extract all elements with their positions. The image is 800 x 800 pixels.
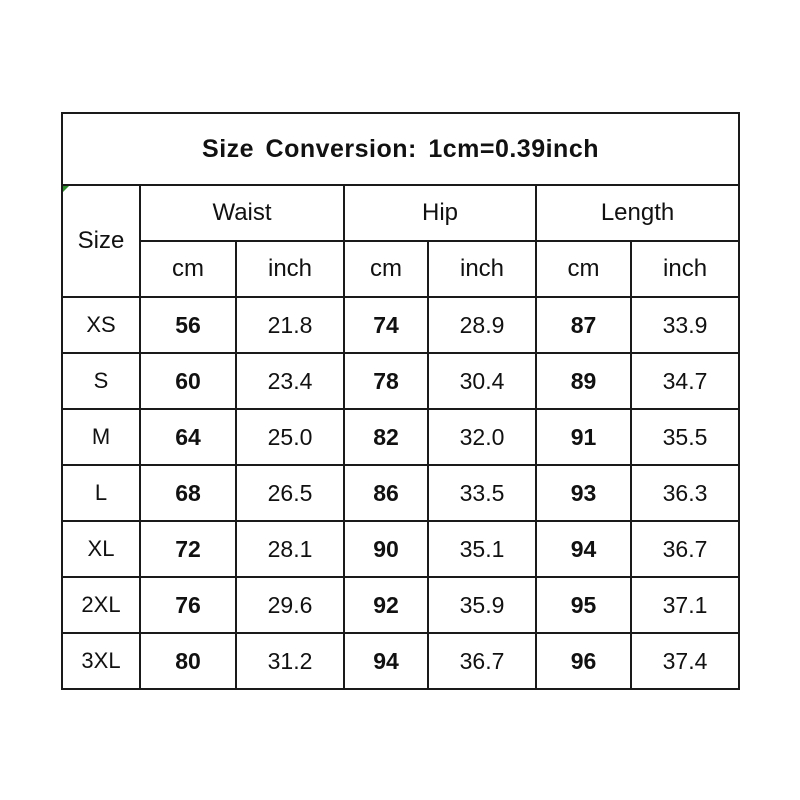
size-cell: 3XL: [62, 633, 140, 689]
waist-inch-cell: 26.5: [236, 465, 344, 521]
waist-cm-cell: 80: [140, 633, 236, 689]
waist-inch-cell: 31.2: [236, 633, 344, 689]
hip-inch-cell: 30.4: [428, 353, 536, 409]
length-group-header: Length: [536, 185, 739, 241]
size-cell: M: [62, 409, 140, 465]
group-header-row: [62, 185, 739, 241]
size-cell: XL: [62, 521, 140, 577]
hip-cm-header: cm: [344, 241, 428, 297]
waist-cm-cell: 64: [140, 409, 236, 465]
corner-mark-decoration: [63, 186, 69, 192]
hip-inch-cell: 32.0: [428, 409, 536, 465]
hip-inch-header: inch: [428, 241, 536, 297]
length-cm-cell: 87: [536, 297, 631, 353]
size-column-header: [62, 185, 140, 297]
waist-inch-cell: 21.8: [236, 297, 344, 353]
hip-cm-cell: 74: [344, 297, 428, 353]
table-title: Size Conversion: 1cm=0.39inch: [62, 113, 739, 185]
length-inch-cell: 33.9: [631, 297, 739, 353]
unit-header-row: [62, 241, 739, 297]
hip-inch-cell: 36.7: [428, 633, 536, 689]
table-row: [62, 521, 739, 577]
hip-inch-cell: 33.5: [428, 465, 536, 521]
table-row: [62, 577, 739, 633]
title-row: [62, 113, 739, 185]
waist-cm-cell: 56: [140, 297, 236, 353]
length-inch-cell: 35.5: [631, 409, 739, 465]
hip-cm-cell: 90: [344, 521, 428, 577]
table-row: [62, 409, 739, 465]
size-conversion-table: [61, 112, 740, 690]
hip-cm-cell: 78: [344, 353, 428, 409]
length-inch-cell: 36.7: [631, 521, 739, 577]
waist-inch-cell: 23.4: [236, 353, 344, 409]
size-cell: S: [62, 353, 140, 409]
hip-inch-cell: 35.1: [428, 521, 536, 577]
length-inch-cell: 37.1: [631, 577, 739, 633]
length-inch-cell: 34.7: [631, 353, 739, 409]
waist-inch-cell: 28.1: [236, 521, 344, 577]
waist-cm-cell: 60: [140, 353, 236, 409]
waist-group-header: Waist: [140, 185, 344, 241]
hip-cm-cell: 94: [344, 633, 428, 689]
waist-cm-header: cm: [140, 241, 236, 297]
size-cell: L: [62, 465, 140, 521]
size-cell: XS: [62, 297, 140, 353]
waist-inch-cell: 25.0: [236, 409, 344, 465]
waist-inch-header: inch: [236, 241, 344, 297]
length-cm-cell: 91: [536, 409, 631, 465]
waist-cm-cell: 68: [140, 465, 236, 521]
hip-cm-cell: 82: [344, 409, 428, 465]
length-inch-cell: 37.4: [631, 633, 739, 689]
length-inch-header: inch: [631, 241, 739, 297]
length-cm-cell: 94: [536, 521, 631, 577]
table-row: [62, 353, 739, 409]
hip-cm-cell: 92: [344, 577, 428, 633]
table-row: [62, 633, 739, 689]
hip-inch-cell: 28.9: [428, 297, 536, 353]
table-row: [62, 465, 739, 521]
size-cell: 2XL: [62, 577, 140, 633]
waist-inch-cell: 29.6: [236, 577, 344, 633]
length-inch-cell: 36.3: [631, 465, 739, 521]
hip-group-header: Hip: [344, 185, 536, 241]
length-cm-cell: 89: [536, 353, 631, 409]
length-cm-header: cm: [536, 241, 631, 297]
hip-cm-cell: 86: [344, 465, 428, 521]
size-header-label: Size: [77, 227, 125, 254]
length-cm-cell: 93: [536, 465, 631, 521]
length-cm-cell: 96: [536, 633, 631, 689]
waist-cm-cell: 72: [140, 521, 236, 577]
table-row: [62, 297, 739, 353]
length-cm-cell: 95: [536, 577, 631, 633]
waist-cm-cell: 76: [140, 577, 236, 633]
hip-inch-cell: 35.9: [428, 577, 536, 633]
